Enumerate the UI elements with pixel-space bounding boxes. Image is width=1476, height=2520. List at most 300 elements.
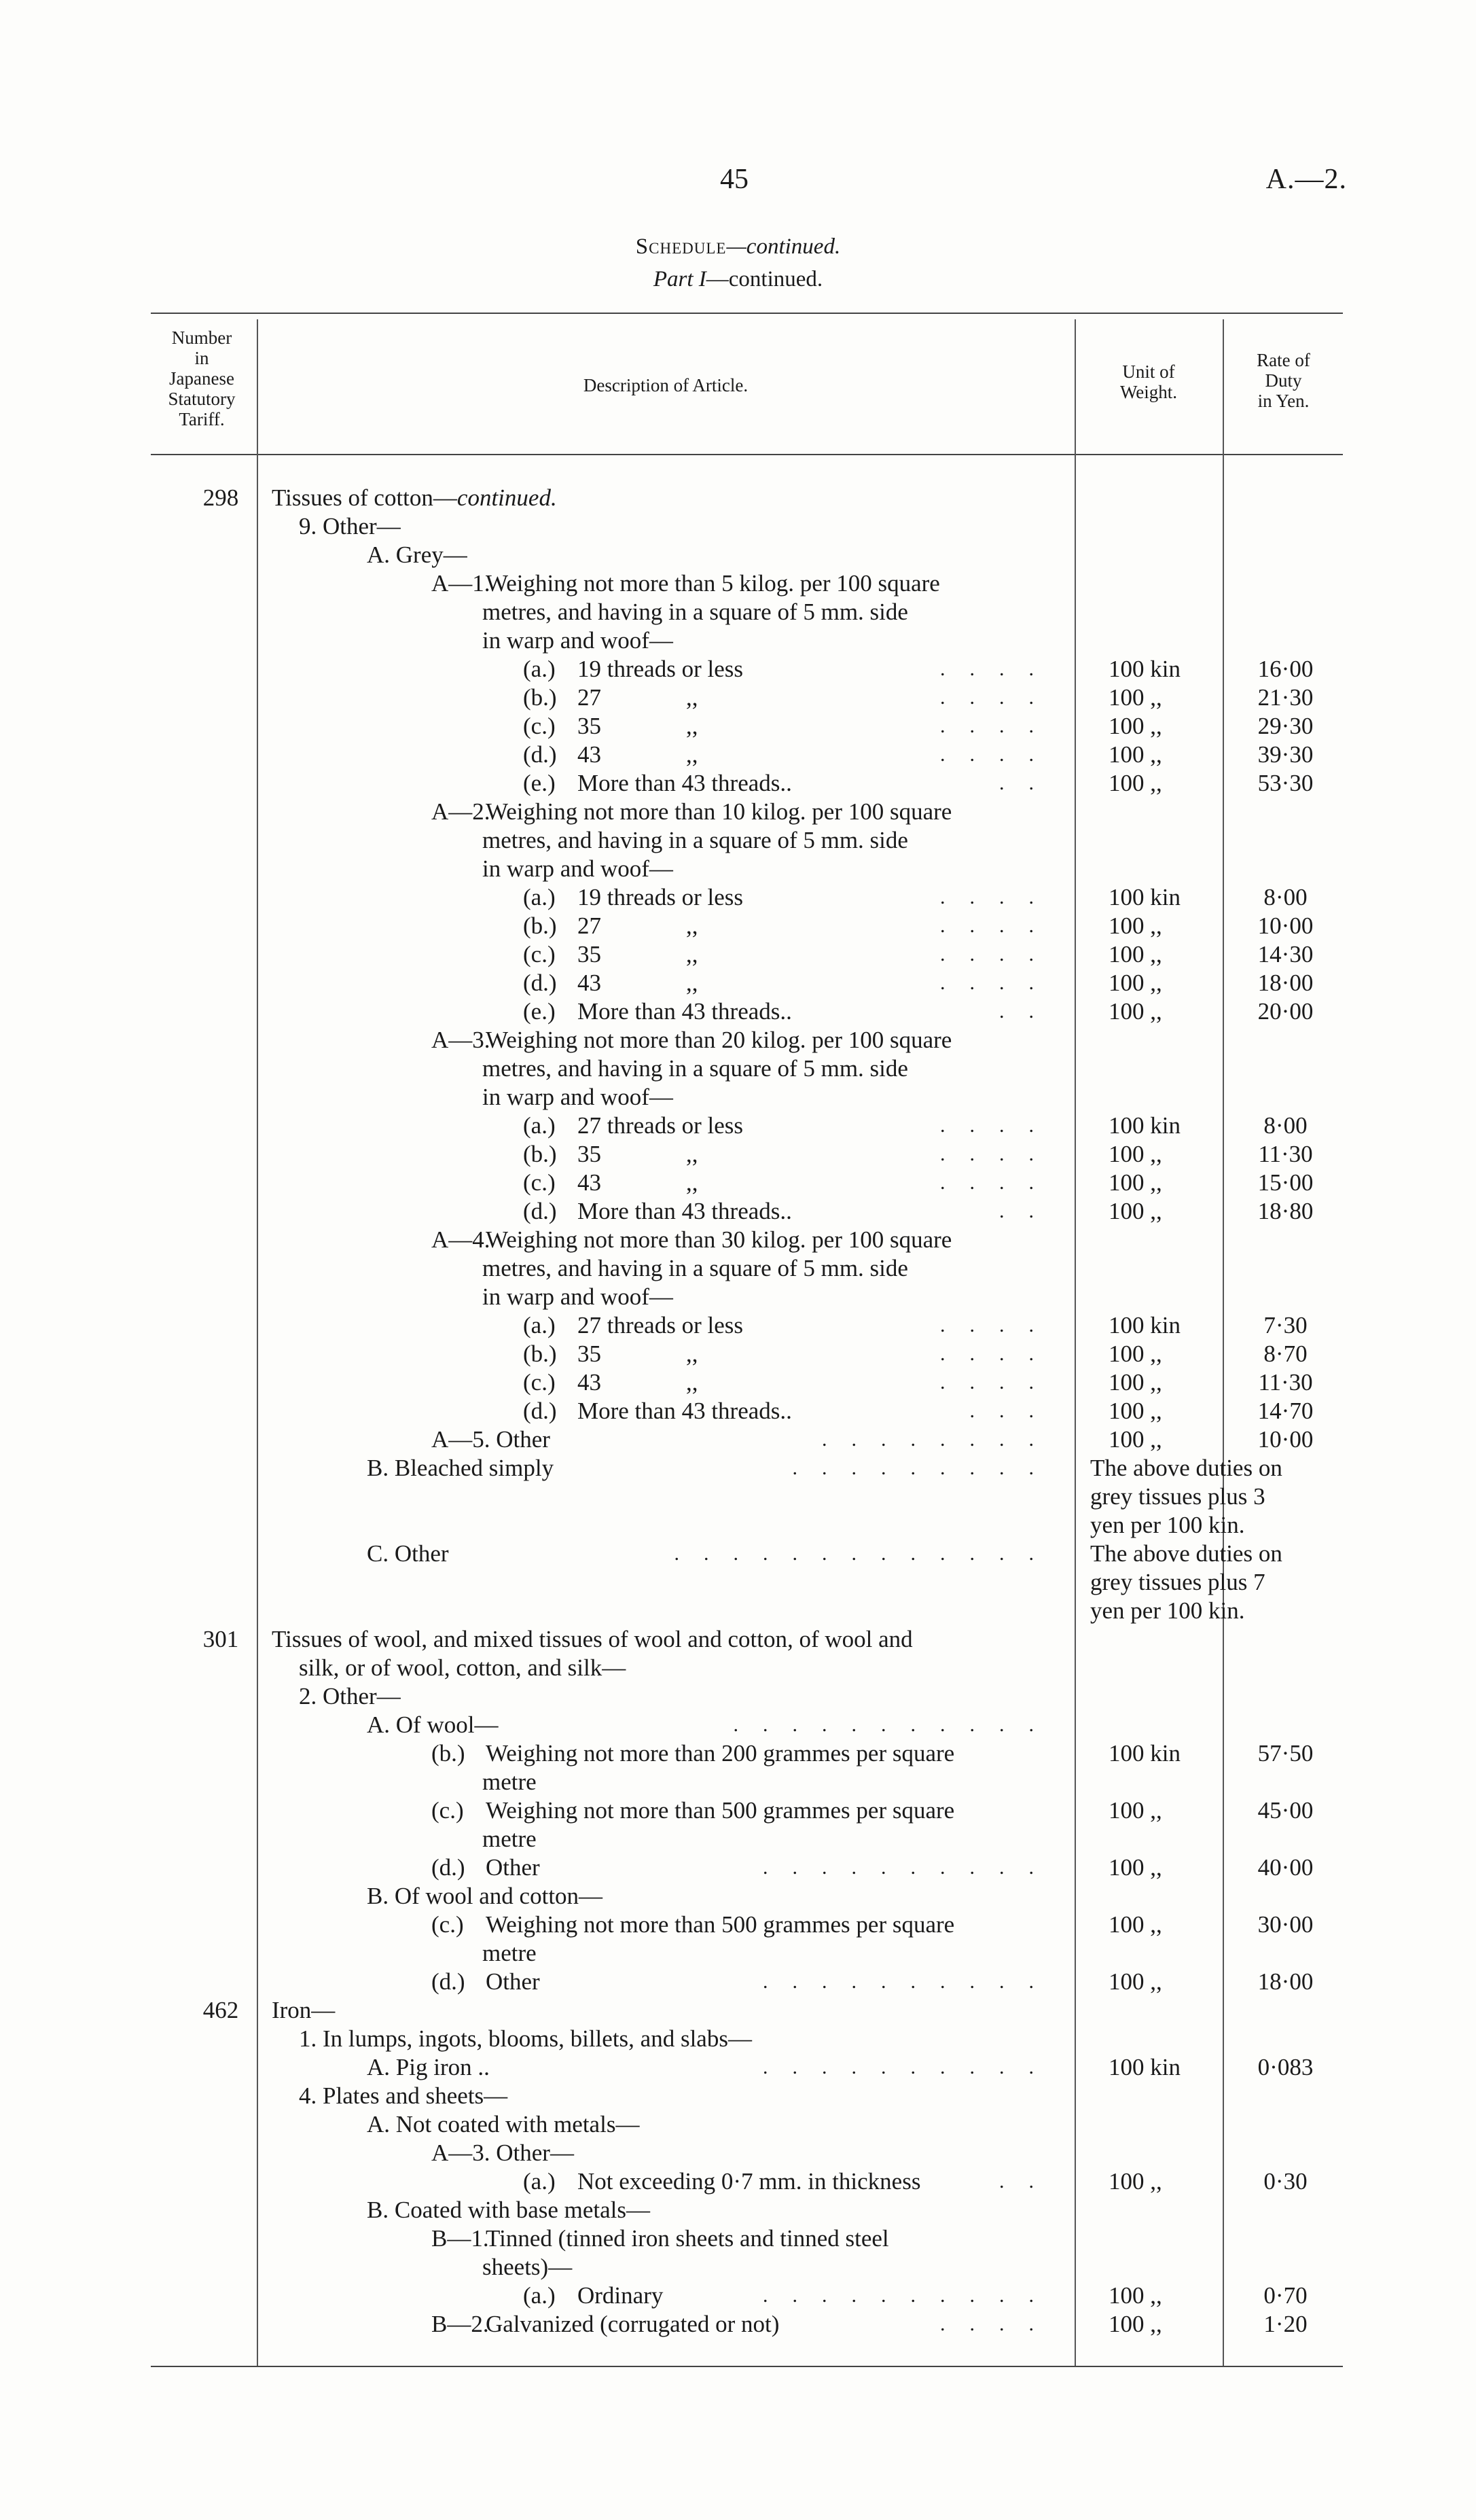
ditto-mark: ,,	[686, 1141, 698, 1167]
description-text: 4. Plates and sheets—	[299, 2082, 508, 2109]
description-text: 19 threads or less	[577, 656, 743, 682]
dot-leader: ....	[940, 1143, 1058, 1165]
article-description	[431, 1911, 954, 1939]
rate-of-duty: 11·30	[1258, 1141, 1313, 1167]
unit-of-weight: 100 kin	[1109, 1112, 1181, 1139]
table-row	[0, 2110, 1476, 2139]
table-row	[0, 598, 1476, 626]
description-text: Tinned (tinned iron sheets and tinned steel	[486, 2225, 889, 2252]
rate-of-duty: 39·30	[1257, 741, 1314, 768]
unit-of-weight: 100 ,,	[1109, 1911, 1162, 1938]
article-description	[523, 940, 601, 969]
rate-of-duty: 20·00	[1257, 998, 1314, 1025]
table-row	[0, 2053, 1476, 2082]
item-marker: (e.)	[523, 770, 556, 796]
duty-note: grey tissues plus 3	[1090, 1483, 1265, 1510]
article-description	[299, 1682, 401, 1711]
dot-leader: ....	[940, 1171, 1058, 1194]
description-text: B. Coated with base metals—	[367, 2197, 651, 2223]
table-top-rule	[151, 313, 1343, 314]
ditto-mark: ,,	[686, 941, 698, 968]
article-description	[431, 1425, 550, 1454]
item-marker: (d.)	[431, 1968, 465, 1995]
article-description	[523, 912, 601, 940]
article-description	[431, 1796, 954, 1825]
column-header-rate	[1224, 350, 1343, 411]
schedule-title	[0, 234, 1476, 260]
table-row	[0, 1483, 1476, 1511]
table-row	[0, 1511, 1476, 1540]
table-row	[0, 826, 1476, 855]
rate-of-duty: 1·20	[1263, 2311, 1308, 2337]
description-text: 43	[577, 1169, 601, 1196]
table-row	[0, 1197, 1476, 1226]
dot-leader: ....	[940, 915, 1058, 937]
rate-of-duty: 14·30	[1257, 941, 1314, 968]
item-marker: (c.)	[523, 941, 556, 968]
article-description	[523, 1140, 601, 1169]
table-row	[0, 1169, 1476, 1197]
table-row	[0, 769, 1476, 798]
ditto-mark: ,,	[686, 684, 698, 711]
table-row	[0, 1026, 1476, 1054]
unit-of-weight: 100 kin	[1109, 1312, 1181, 1338]
dot-leader: ..........	[763, 2284, 1058, 2307]
unit-of-weight: 100 ,,	[1109, 2168, 1162, 2195]
description-text: 43	[577, 741, 601, 768]
dot-leader: ....	[940, 886, 1058, 908]
table-row	[0, 1853, 1476, 1882]
article-description	[523, 1397, 792, 1425]
unit-of-weight: 100 ,,	[1109, 912, 1162, 939]
table-row	[0, 1911, 1476, 1939]
item-marker: (c.)	[523, 713, 556, 739]
dot-leader: ....	[940, 943, 1058, 965]
table-row	[0, 741, 1476, 769]
rate-of-duty: 8·70	[1263, 1341, 1308, 1367]
item-marker: A—3.	[431, 1027, 490, 1053]
table-row	[0, 1939, 1476, 1968]
description-text: C. Other	[367, 1540, 449, 1567]
column-header-number-line: Statutory	[168, 389, 236, 409]
description-text: Other	[486, 1968, 540, 1995]
article-description	[523, 1311, 743, 1340]
description-text: Weighing not more than 30 kilog. per 100 square	[486, 1226, 952, 1253]
column-header-unit-line: Weight.	[1119, 382, 1178, 402]
item-marker: (e.)	[523, 998, 556, 1025]
duty-note: yen per 100 kin.	[1090, 1597, 1245, 1624]
table-header-rule	[151, 454, 1343, 455]
unit-of-weight: 100 ,,	[1109, 1169, 1162, 1196]
description-text: metres, and having in a square of 5 mm. side	[482, 827, 908, 853]
rate-of-duty: 0·083	[1257, 2054, 1314, 2080]
rate-of-duty: 29·30	[1257, 713, 1314, 739]
table-row	[0, 2139, 1476, 2167]
description-text: in warp and woof—	[482, 627, 673, 654]
article-description	[523, 883, 743, 912]
item-marker: (d.)	[523, 1198, 557, 1224]
dot-leader: ....	[940, 1114, 1058, 1137]
document-reference: A.—2.	[1265, 164, 1347, 195]
description-italic: continued.	[456, 484, 557, 511]
description-text: 35	[577, 713, 601, 739]
article-description	[367, 1711, 498, 1739]
unit-of-weight: 100 ,,	[1109, 1141, 1162, 1167]
table-row	[0, 2282, 1476, 2310]
table-row	[0, 1397, 1476, 1425]
article-description	[299, 2082, 507, 2110]
rate-of-duty: 45·00	[1257, 1797, 1314, 1824]
description-text: silk, or of wool, cotton, and silk—	[299, 1654, 626, 1681]
article-description	[523, 741, 601, 769]
table-row	[0, 1083, 1476, 1112]
article-description	[523, 1340, 601, 1368]
description-text: in warp and woof—	[482, 855, 673, 882]
table-row	[0, 855, 1476, 883]
dot-leader: ....	[940, 1343, 1058, 1365]
article-description	[482, 1283, 673, 1311]
rate-of-duty: 0·70	[1263, 2282, 1308, 2309]
article-description	[523, 1197, 792, 1226]
unit-of-weight: 100 ,,	[1109, 1968, 1162, 1995]
table-row	[0, 655, 1476, 684]
unit-of-weight: 100 ,,	[1109, 2282, 1162, 2309]
duty-note: grey tissues plus 7	[1090, 1569, 1265, 1595]
ditto-mark: ,,	[686, 970, 698, 996]
table-row	[0, 712, 1476, 741]
rate-of-duty: 8·00	[1263, 1112, 1308, 1139]
description-text: Tissues of cotton—	[272, 484, 457, 511]
article-description	[523, 997, 792, 1026]
rate-of-duty: 8·00	[1263, 884, 1308, 910]
schedule-title-suffix: —continued.	[726, 234, 841, 259]
article-description	[482, 1254, 908, 1283]
table-row	[0, 569, 1476, 598]
item-marker: (b.)	[523, 1341, 557, 1367]
description-text: Other	[486, 1854, 540, 1881]
table-row	[0, 1996, 1476, 2025]
description-text: sheets)—	[482, 2254, 573, 2280]
article-description	[367, 1454, 554, 1483]
description-text: 27	[577, 912, 601, 939]
item-marker: (a.)	[523, 1312, 556, 1338]
description-text: metres, and having in a square of 5 mm. side	[482, 1255, 908, 1281]
part-title-suffix: —continued.	[706, 267, 823, 291]
table-row	[0, 684, 1476, 712]
article-description	[431, 2310, 779, 2339]
rate-of-duty: 14·70	[1257, 1398, 1314, 1424]
item-marker: (d.)	[523, 970, 557, 996]
table-row	[0, 912, 1476, 940]
rate-of-duty: 18·00	[1257, 1968, 1314, 1995]
description-text: 9. Other—	[299, 513, 401, 539]
dot-leader: ....	[940, 972, 1058, 994]
description-text: Weighing not more than 5 kilog. per 100 square	[486, 570, 940, 597]
table-row	[0, 2082, 1476, 2110]
column-header-number-line: in	[194, 348, 209, 368]
table-row	[0, 1283, 1476, 1311]
table-row	[0, 1254, 1476, 1283]
part-title	[0, 267, 1476, 292]
item-marker: (d.)	[523, 1398, 557, 1424]
article-description	[272, 484, 557, 512]
duty-note: The above duties on	[1090, 1540, 1282, 1567]
table-row	[0, 2310, 1476, 2339]
item-marker: (c.)	[523, 1369, 556, 1396]
article-description	[367, 1540, 449, 1568]
description-text: metre	[482, 1769, 537, 1795]
dot-leader: ..	[999, 1200, 1058, 1222]
description-text: A—5. Other	[431, 1426, 550, 1453]
description-text: Tissues of wool, and mixed tissues of wool and cotton, of wool and	[272, 1626, 913, 1652]
article-description	[272, 1625, 913, 1654]
item-marker: (c.)	[431, 1797, 464, 1824]
unit-of-weight: 100 ,,	[1109, 1369, 1162, 1396]
table-bottom-rule	[151, 2366, 1343, 2367]
dot-leader: ....	[940, 1314, 1058, 1336]
description-text: A. Not coated with metals—	[367, 2111, 640, 2137]
dot-leader: ..	[999, 2170, 1058, 2193]
item-marker: (b.)	[523, 684, 557, 711]
article-description	[272, 1996, 335, 2025]
article-description	[482, 2253, 572, 2282]
description-text: B. Of wool and cotton—	[367, 1883, 603, 1909]
table-row	[0, 1682, 1476, 1711]
part-title-text: Part I	[653, 267, 706, 291]
table-row	[0, 1454, 1476, 1483]
table-row	[0, 1054, 1476, 1083]
description-text: 35	[577, 1141, 601, 1167]
unit-of-weight: 100 ,,	[1109, 741, 1162, 768]
article-description	[523, 712, 601, 741]
description-text: More than 43 threads..	[577, 770, 792, 796]
item-marker: (c.)	[431, 1911, 464, 1938]
ditto-mark: ,,	[686, 1369, 698, 1396]
article-description	[482, 1054, 908, 1083]
table-row	[0, 1825, 1476, 1853]
unit-of-weight: 100 ,,	[1109, 1426, 1162, 1453]
table-row	[0, 2025, 1476, 2053]
unit-of-weight: 100 ,,	[1109, 998, 1162, 1025]
table-row	[0, 1711, 1476, 1739]
article-description	[482, 1083, 673, 1112]
article-description	[482, 1939, 537, 1968]
item-marker: B—2.	[431, 2311, 489, 2337]
description-text: metres, and having in a square of 5 mm. side	[482, 599, 908, 625]
description-text: Iron—	[272, 1997, 336, 2023]
column-header-number	[151, 327, 253, 429]
column-header-unit-line: Unit of	[1122, 361, 1175, 382]
description-text: 35	[577, 941, 601, 968]
unit-of-weight: 100 ,,	[1109, 713, 1162, 739]
dot-leader: ....	[940, 743, 1058, 766]
article-description	[299, 1654, 626, 1682]
table-row	[0, 2167, 1476, 2196]
dot-leader: ....	[940, 686, 1058, 709]
unit-of-weight: 100 ,,	[1109, 1797, 1162, 1824]
table-row	[0, 541, 1476, 569]
description-text: in warp and woof—	[482, 1283, 673, 1310]
item-marker: B—1.	[431, 2225, 489, 2252]
article-description	[482, 1768, 537, 1796]
article-description	[482, 598, 908, 626]
description-text: Weighing not more than 200 grammes per square	[486, 1740, 955, 1767]
column-header-rate-line: in Yen.	[1257, 391, 1310, 411]
dot-leader: ..	[999, 772, 1058, 794]
table-row	[0, 1568, 1476, 1597]
item-marker: (a.)	[523, 656, 556, 682]
description-text: Not exceeding 0·7 mm. in thickness	[577, 2168, 921, 2195]
description-text: metre	[482, 1940, 537, 1966]
table-row	[0, 1654, 1476, 1682]
tariff-table-body	[0, 484, 1476, 2339]
table-row	[0, 1968, 1476, 1996]
rate-of-duty: 15·00	[1257, 1169, 1314, 1196]
dot-leader: ....	[940, 715, 1058, 737]
ditto-mark: ,,	[686, 741, 698, 768]
unit-of-weight: 100 ,,	[1109, 1854, 1162, 1881]
unit-of-weight: 100 ,,	[1109, 684, 1162, 711]
table-row	[0, 2253, 1476, 2282]
description-text: 2. Other—	[299, 1683, 401, 1709]
dot-leader: ...	[969, 1400, 1058, 1422]
item-marker: (c.)	[523, 1169, 556, 1196]
item-marker: (b.)	[523, 912, 557, 939]
article-description	[523, 2282, 663, 2310]
description-text: Weighing not more than 20 kilog. per 100 square	[486, 1027, 952, 1053]
description-text: More than 43 threads..	[577, 1398, 792, 1424]
ditto-mark: ,,	[686, 713, 698, 739]
table-row	[0, 1226, 1476, 1254]
ditto-mark: ,,	[686, 912, 698, 939]
unit-of-weight: 100 ,,	[1109, 941, 1162, 968]
table-row	[0, 1425, 1476, 1454]
table-row	[0, 1340, 1476, 1368]
article-description	[367, 2053, 490, 2082]
item-marker: (a.)	[523, 2282, 556, 2309]
article-description	[523, 769, 792, 798]
duty-note: The above duties on	[1090, 1455, 1282, 1481]
rate-of-duty: 7·30	[1263, 1312, 1308, 1338]
article-description	[431, 1853, 540, 1882]
dot-leader: ..........	[763, 1856, 1058, 1879]
description-text: 1. In lumps, ingots, blooms, billets, and slabs—	[299, 2025, 752, 2052]
item-marker: (a.)	[523, 2168, 556, 2195]
description-text: Weighing not more than 500 grammes per square	[486, 1911, 955, 1938]
table-row	[0, 883, 1476, 912]
table-row	[0, 969, 1476, 997]
article-description	[523, 655, 743, 684]
rate-of-duty: 0·30	[1263, 2168, 1308, 2195]
article-description	[523, 1112, 743, 1140]
table-row	[0, 1368, 1476, 1397]
description-text: Weighing not more than 10 kilog. per 100 square	[486, 798, 952, 825]
dot-leader: .............	[674, 1542, 1058, 1565]
tariff-number: 462	[202, 1997, 239, 2023]
article-description	[431, 2224, 889, 2253]
item-marker: (a.)	[523, 1112, 556, 1139]
dot-leader: ..........	[763, 2056, 1058, 2078]
rate-of-duty: 11·30	[1258, 1369, 1313, 1396]
table-row	[0, 940, 1476, 969]
table-row	[0, 997, 1476, 1026]
description-text: 27 threads or less	[577, 1312, 743, 1338]
tariff-number: 298	[202, 484, 239, 511]
description-text: 27 threads or less	[577, 1112, 743, 1139]
description-text: Ordinary	[577, 2282, 664, 2309]
article-description	[431, 1026, 952, 1054]
description-text: Galvanized (corrugated or not)	[486, 2311, 780, 2337]
description-text: 19 threads or less	[577, 884, 743, 910]
column-header-number-line: Tariff.	[179, 409, 225, 429]
column-header-number-line: Japanese	[169, 368, 234, 389]
description-text: B. Bleached simply	[367, 1455, 554, 1481]
column-header-description: Description of Article.	[583, 375, 749, 395]
unit-of-weight: 100 kin	[1109, 2054, 1181, 2080]
description-text: 43	[577, 1369, 601, 1396]
description-text: More than 43 threads..	[577, 998, 792, 1025]
item-marker: (b.)	[431, 1740, 465, 1767]
table-row	[0, 1311, 1476, 1340]
dot-leader: ........	[822, 1428, 1058, 1451]
article-description	[523, 1368, 601, 1397]
column-header-rate-line: Duty	[1265, 370, 1302, 391]
rate-of-duty: 10·00	[1257, 1426, 1314, 1453]
table-row	[0, 1796, 1476, 1825]
ditto-mark: ,,	[686, 1341, 698, 1367]
description-text: 27	[577, 684, 601, 711]
unit-of-weight: 100 kin	[1109, 884, 1181, 910]
page-number: 45	[720, 164, 749, 195]
item-marker: A—4.	[431, 1226, 490, 1253]
table-row	[0, 798, 1476, 826]
item-marker: (b.)	[523, 1141, 557, 1167]
rate-of-duty: 57·50	[1257, 1740, 1314, 1767]
article-description	[523, 1169, 601, 1197]
unit-of-weight: 100 ,,	[1109, 770, 1162, 796]
table-row	[0, 626, 1476, 655]
table-row	[0, 1625, 1476, 1654]
schedule-title-text: Schedule	[635, 234, 727, 259]
article-description	[367, 1882, 602, 1911]
article-description	[431, 2139, 574, 2167]
article-description	[523, 969, 601, 997]
unit-of-weight: 100 ,,	[1109, 2311, 1162, 2337]
item-marker: (a.)	[523, 884, 556, 910]
description-text: metre	[482, 1826, 537, 1852]
description-text: Weighing not more than 500 grammes per square	[486, 1797, 955, 1824]
item-marker: A—2.	[431, 798, 490, 825]
description-text: metres, and having in a square of 5 mm. side	[482, 1055, 908, 1082]
description-text: More than 43 threads..	[577, 1198, 792, 1224]
rate-of-duty: 18·00	[1257, 970, 1314, 996]
ditto-mark: ,,	[686, 1169, 698, 1196]
dot-leader: ..	[999, 1000, 1058, 1023]
table-row	[0, 484, 1476, 512]
unit-of-weight: 100 ,,	[1109, 1341, 1162, 1367]
description-text: 35	[577, 1341, 601, 1367]
article-description	[431, 1226, 952, 1254]
description-text: A. Of wool—	[367, 1711, 499, 1738]
dot-leader: ...........	[733, 1714, 1058, 1736]
description-text: A. Grey—	[367, 542, 467, 568]
article-description	[367, 541, 467, 569]
article-description	[367, 2196, 650, 2224]
column-header-number-line: Number	[171, 327, 232, 348]
unit-of-weight: 100 kin	[1109, 656, 1181, 682]
article-description	[431, 798, 952, 826]
article-description	[299, 512, 401, 541]
